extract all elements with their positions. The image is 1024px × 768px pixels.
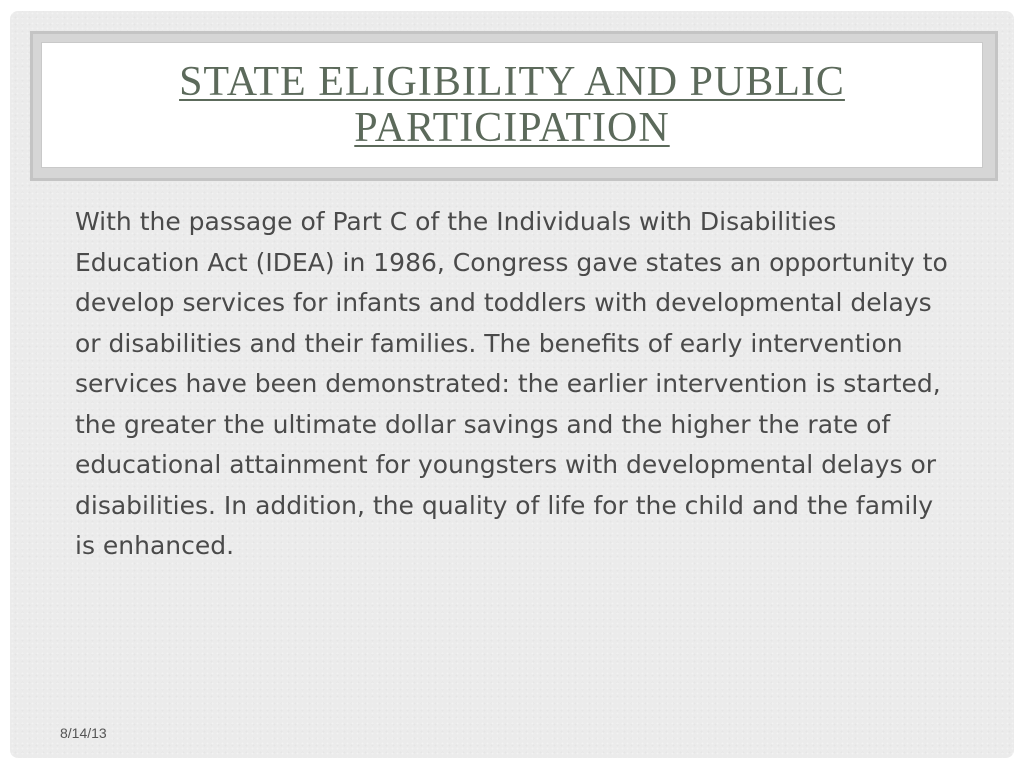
title-frame — [30, 31, 998, 181]
slide — [10, 11, 1014, 758]
body-paragraph: With the passage of Part C of the Individuals with Disabilities Education Act (IDEA) in 1986, Congress gave states an opportunity to develop services for infants and toddlers with developmental delays or disabilities and their families. The benefits of early intervention services have been demonstrated: the earlier intervention is started, the greater the ultimate dollar savings and the higher the rate of educational attainment for youngsters with developmental delays or disabilities. In addition, the quality of life for the child and the family is enhanced. — [75, 207, 948, 560]
slide-date: 8/14/13 — [60, 725, 107, 741]
slide-title: STATE ELIGIBILITY AND PUBLIC PARTICIPATION — [179, 59, 845, 151]
title-box — [41, 42, 983, 168]
